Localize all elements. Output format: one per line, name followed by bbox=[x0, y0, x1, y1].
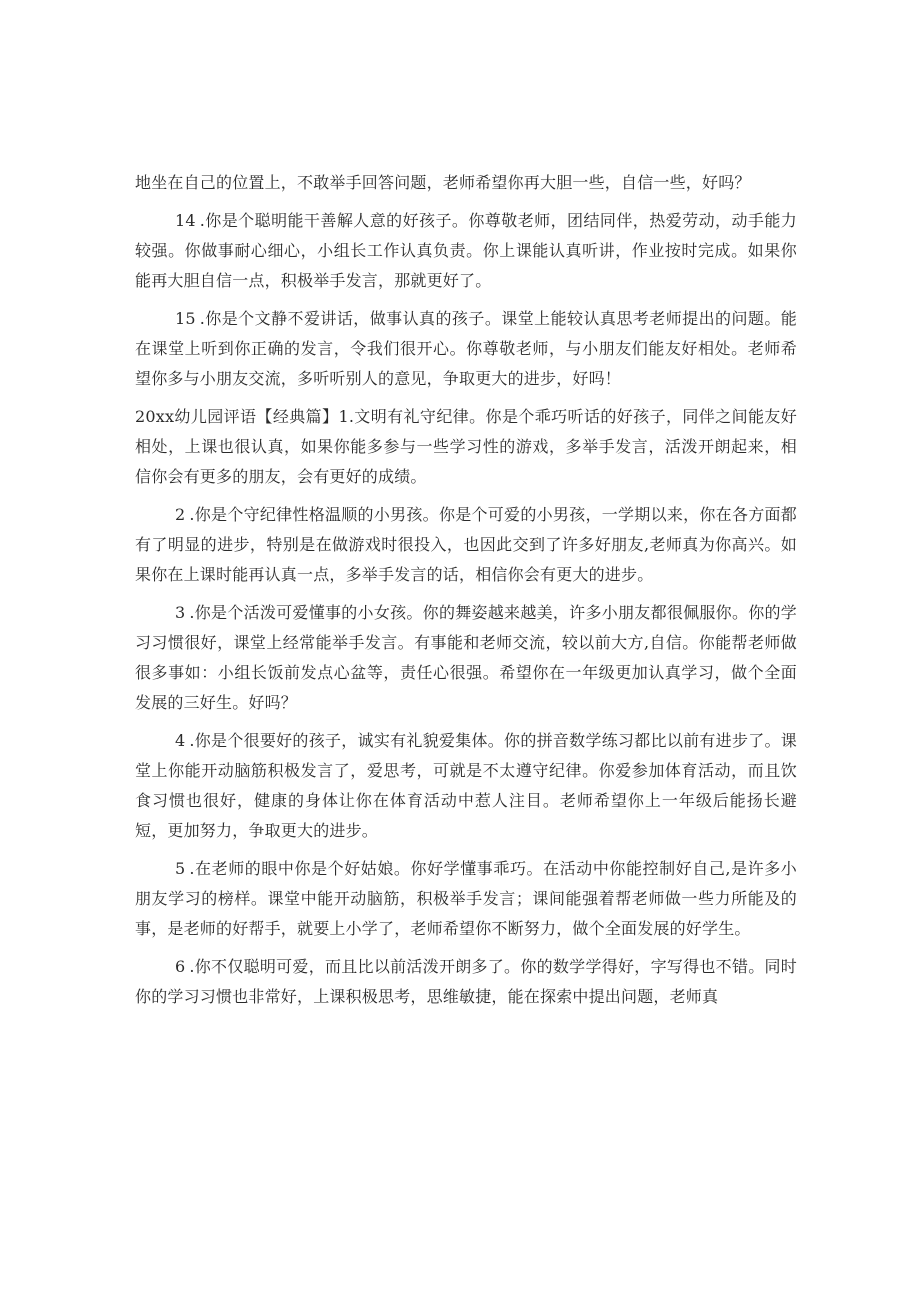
paragraph-number: 4 bbox=[175, 731, 186, 750]
paragraph-number: 6 bbox=[175, 957, 186, 976]
paragraph-text: 20xx幼儿园评语【经典篇】1.文明有礼守纪律。你是个乖巧听话的好孩子，同伴之间能友好相处，上课也很认真，如果你能多参与一些学习性的游戏，多举手发言，活泼开朗起来，相信你会有更多的朋友，会有更好的成绩。 bbox=[135, 407, 797, 486]
paragraph-5 bbox=[135, 854, 797, 944]
paragraph-number: 5 bbox=[175, 859, 186, 878]
section-heading-paragraph bbox=[135, 402, 797, 492]
paragraph-number: 3 bbox=[175, 603, 186, 622]
paragraph-14 bbox=[135, 206, 797, 296]
paragraph-6 bbox=[135, 952, 797, 1012]
paragraph-4 bbox=[135, 726, 797, 846]
paragraph-number: 14 bbox=[175, 211, 196, 230]
paragraph-number: 15 bbox=[175, 309, 196, 328]
paragraph-number: 2 bbox=[175, 505, 186, 524]
paragraph-3 bbox=[135, 598, 797, 718]
paragraph-continuation bbox=[135, 168, 797, 198]
paragraph-text: .你不仅聪明可爱，而且比以前活泼开朗多了。你的数学学得好，字写得也不错。同时你的学习习惯也非常好，上课积极思考，思维敏捷，能在探索中提出问题，老师真 bbox=[135, 957, 797, 1006]
paragraph-text: .你是个很要好的孩子，诚实有礼貌爱集体。你的拼音数学练习都比以前有进步了。课堂上你能开动脑筋积极发言了，爱思考，可就是不太遵守纪律。你爱参加体育活动，而且饮食习惯也很好，健康的身体让你在体育活动中惹人注目。老师希望你上一年级后能扬长避短，更加努力，争取更大的进步。 bbox=[135, 731, 797, 840]
paragraph-text: .你是个聪明能干善解人意的好孩子。你尊敬老师，团结同伴，热爱劳动，动手能力较强。你做事耐心细心，小组长工作认真负责。你上课能认真听讲，作业按时完成。如果你能再大胆自信一点，积极举手发言，那就更好了。 bbox=[135, 211, 797, 290]
paragraph-text: .你是个文静不爱讲话，做事认真的孩子。课堂上能较认真思考老师提出的问题。能在课堂上听到你正确的发言，令我们很开心。你尊敬老师，与小朋友们能友好相处。老师希望你多与小朋友交流，多听听别人的意见，争取更大的进步，好吗！ bbox=[135, 309, 797, 388]
paragraph-text: .你是个守纪律性格温顺的小男孩。你是个可爱的小男孩，一学期以来，你在各方面都有了明显的进步，特别是在做游戏时很投入，也因此交到了许多好朋友,老师真为你高兴。如果你在上课时能再认真一点，多举手发言的话，相信你会有更大的进步。 bbox=[135, 505, 797, 584]
paragraph-text: 地坐在自己的位置上，不敢举手回答问题，老师希望你再大胆一些，自信一些，好吗？ bbox=[135, 173, 751, 192]
paragraph-text: .你是个活泼可爱懂事的小女孩。你的舞姿越来越美，许多小朋友都很佩服你。你的学习习惯很好，课堂上经常能举手发言。有事能和老师交流，较以前大方,自信。你能帮老师做很多事如：小组长饭前发点心盆等，责任心很强。希望你在一年级更加认真学习，做个全面发展的三好生。好吗？ bbox=[135, 603, 797, 712]
paragraph-2 bbox=[135, 500, 797, 590]
paragraph-15 bbox=[135, 304, 797, 394]
document-body bbox=[135, 168, 797, 1020]
paragraph-text: .在老师的眼中你是个好姑娘。你好学懂事乖巧。在活动中你能控制好自己,是许多小朋友学习的榜样。课堂中能开动脑筋，积极举手发言；课间能强着帮老师做一些力所能及的事，是老师的好帮手，就要上小学了，老师希望你不断努力，做个全面发展的好学生。 bbox=[135, 859, 797, 938]
